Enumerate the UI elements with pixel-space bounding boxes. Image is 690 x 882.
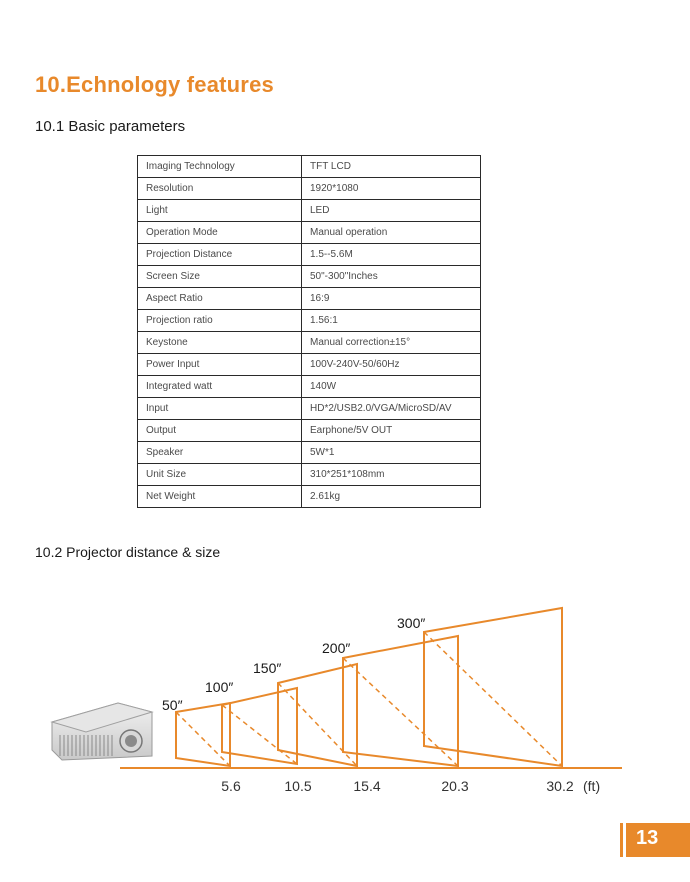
basic-parameters-heading: 10.1 Basic parameters (35, 118, 186, 135)
projection-ray (424, 632, 562, 766)
param-value: 16:9 (302, 288, 481, 310)
screen-size-label: 50″ (162, 697, 183, 713)
distance-size-heading: 10.2 Projector distance & size (35, 544, 221, 560)
param-key: Power Input (138, 354, 302, 376)
param-row (138, 332, 481, 354)
distance-label: 5.6 (221, 778, 241, 794)
projection-ray (343, 658, 458, 766)
parameters-table (137, 155, 481, 508)
param-key: Projection Distance (138, 244, 302, 266)
screen-frame (343, 636, 458, 766)
page-number-badge (623, 823, 690, 857)
param-row (138, 310, 481, 332)
screen-frame (222, 688, 297, 764)
projector-illustration (52, 703, 152, 760)
param-key: Resolution (138, 178, 302, 200)
param-key: Unit Size (138, 464, 302, 486)
projection-ray (222, 705, 297, 764)
param-row (138, 266, 481, 288)
distance-label: 10.5 (284, 778, 312, 794)
param-key: Keystone (138, 332, 302, 354)
param-value: 50"-300"Inches (302, 266, 481, 288)
projector-distance-diagram (0, 590, 690, 810)
param-key: Integrated watt (138, 376, 302, 398)
param-row (138, 376, 481, 398)
param-row (138, 244, 481, 266)
param-value: 310*251*108mm (302, 464, 481, 486)
projection-ray (278, 683, 357, 766)
distance-unit: (ft) (583, 778, 601, 794)
param-value: 2.61kg (302, 486, 481, 508)
param-row (138, 398, 481, 420)
screen-size-label: 150″ (253, 660, 282, 676)
param-key: Aspect Ratio (138, 288, 302, 310)
param-value: Earphone/5V OUT (302, 420, 481, 442)
param-key: Screen Size (138, 266, 302, 288)
param-value: Manual operation (302, 222, 481, 244)
param-value: 5W*1 (302, 442, 481, 464)
param-row (138, 222, 481, 244)
param-key: Projection ratio (138, 310, 302, 332)
param-value: 1.56:1 (302, 310, 481, 332)
param-row (138, 442, 481, 464)
param-key: Net Weight (138, 486, 302, 508)
param-value: 1920*1080 (302, 178, 481, 200)
param-value: Manual correction±15° (302, 332, 481, 354)
param-value: 100V-240V-50/60Hz (302, 354, 481, 376)
param-value: HD*2/USB2.0/VGA/MicroSD/AV (302, 398, 481, 420)
param-value: 140W (302, 376, 481, 398)
param-row (138, 200, 481, 222)
param-key: Input (138, 398, 302, 420)
page-number: 13 (636, 827, 659, 849)
param-row (138, 288, 481, 310)
param-value: LED (302, 200, 481, 222)
screen-frame (424, 608, 562, 766)
param-row (138, 464, 481, 486)
param-key: Output (138, 420, 302, 442)
param-row (138, 354, 481, 376)
screen-size-frames (176, 608, 562, 766)
param-row (138, 156, 481, 178)
param-key: Light (138, 200, 302, 222)
screen-size-label: 100″ (205, 679, 234, 695)
param-row (138, 420, 481, 442)
param-value: TFT LCD (302, 156, 481, 178)
distance-label: 20.3 (441, 778, 469, 794)
section-title: 10.Echnology features (35, 72, 274, 97)
distance-label: 30.2 (546, 778, 574, 794)
screen-size-label: 200″ (322, 640, 351, 656)
param-key: Imaging Technology (138, 156, 302, 178)
param-row (138, 178, 481, 200)
param-value: 1.5--5.6M (302, 244, 481, 266)
param-key: Operation Mode (138, 222, 302, 244)
screen-size-label: 300″ (397, 615, 426, 631)
param-key: Speaker (138, 442, 302, 464)
screen-frame (278, 664, 357, 766)
distance-label: 15.4 (353, 778, 381, 794)
param-row (138, 486, 481, 508)
